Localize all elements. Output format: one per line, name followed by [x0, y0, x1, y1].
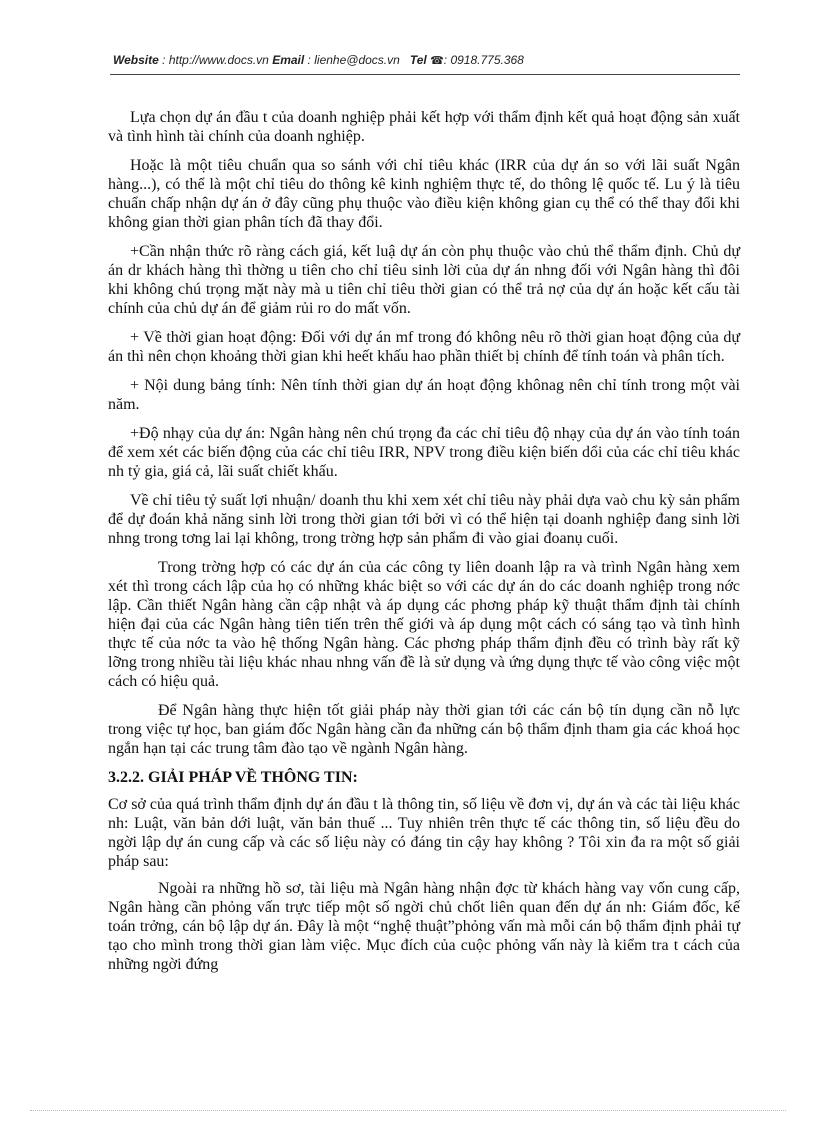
section-heading: 3.2.2. GIẢI PHÁP VỀ THÔNG TIN: [108, 769, 358, 786]
body-paragraph: + Nội dung bảng tính: Nên tính thời gian dự án hoạt động khônag nên chỉ tính trong một vài năm. [108, 377, 740, 413]
tel-number: : 0918.775.368 [443, 53, 524, 67]
tel-label: Tel [409, 53, 427, 67]
header-divider [110, 74, 740, 75]
body-paragraph: Hoặc là một tiêu chuẩn qua so sánh với chỉ tiêu khác (IRR của dự án so với lãi suất Ngân hàng...), có thể là một chỉ tiêu do thông kê kinh nghiệm thực tế, do thông lệ quốc tế. Lu ý là tiêu chuẩn chấp nhận dự án ở đây cũng phụ thuộc vào điều kiện không gian cụ thể có thể thay đổi khi không gian thời gian phân tích đã thay đổi. [108, 157, 740, 231]
phone-icon: ☎ [430, 55, 444, 67]
page-header [113, 53, 733, 67]
body-paragraph: Để Ngân hàng thực hiện tốt giải pháp này thời gian tới các cán bộ tín dụng cần nỗ lực trong việc tự học, ban giám đốc Ngân hàng cần đa những cán bộ thẩm định tham gia các khoá học ngắn hạn tại các trung tâm đào tạo về ngành Ngân hàng. [108, 702, 740, 757]
footer-divider [30, 1110, 786, 1111]
body-paragraph: Trong trờng hợp có các dự án của các công ty liên doanh lập ra và trình Ngân hàng xem xét thì trong cách lập của họ có những khác biệt so với các dự án do các doanh nghiệp trong nớc lập. Cần thiết Ngân hàng cần cập nhật và áp dụng các phơng pháp kỹ thuật thẩm định tài chính hiện đại của các Ngân hàng tiên tiến trên thế giới và áp dụng một cách có sáng tạo và tình hình thực tế của nớc ta vào hệ thống Ngân hàng. Các phơng pháp thẩm định đều có trình bày rất kỹ lỡng trong nhiều tài liệu khác nhau nhng vấn đề là sử dụng và ứng dụng thực tế vào công việc một cách có hiệu quả. [108, 559, 740, 690]
body-paragraph: +Độ nhạy của dự án: Ngân hàng nên chú trọng đa các chỉ tiêu độ nhạy của dự án vào tính toán để xem xét các biến động của các chỉ tiêu IRR, NPV trong điều kiện biến dổi của các chỉ tiêu khác nh tỷ gia, giá cả, lãi suất chiết khấu. [108, 425, 740, 480]
body-paragraph: Lựa chọn dự án đầu t của doanh nghiệp phải kết hợp với thẩm định kết quả hoạt động sản xuất và tình hình tài chính của doanh nghiệp. [108, 109, 740, 145]
body-paragraph: +Cần nhận thức rõ ràng cách giá, kết luậ dự án còn phụ thuộc vào chủ thể thẩm định. Chủ dự án dr khách hàng thì thờng u tiên cho chỉ tiêu sinh lời của dự án nhng đối với Ngân hàng thì đôi khi không chú trọng mặt này mà u tiên chỉ tiêu thời gian có thể trả nợ của dự án hoặc kết cấu tài chính của chủ dự án để giảm rủi ro do mất vốn. [108, 243, 740, 317]
email-label: Email [272, 53, 305, 67]
website-url[interactable]: http://www.docs.vn [168, 53, 269, 67]
document-body [108, 108, 740, 984]
website-separator: : [158, 53, 169, 67]
section-paragraph: Ngoài ra những hồ sơ, tài liệu mà Ngân hàng nhận đợc từ khách hàng vay vốn cung cấp, Ngân hàng cần phỏng vấn trực tiếp một số ngời chủ chốt liên quan đến dự án nh: Giám đốc, kế toán trởng, cán bộ lập dự án. Đây là một “nghệ thuật”phỏng vấn mà mỗi cán bộ thẩm định phải tự tạo cho mình trong thời gian làm việc. Mục đích của cuộc phỏng vấn này là kiểm tra t cách của những ngời đứng [108, 880, 740, 973]
body-paragraph: + Về thời gian hoạt động: Đối với dự án mf trong đó không nêu rõ thời gian hoạt động của dự án thì nên chọn khoảng thời gian khi heết khấu hao phần thiết bị chính để tính toán và phân tích. [108, 329, 740, 365]
body-paragraph: Về chỉ tiêu tỷ suất lợi nhuận/ doanh thu khi xem xét chỉ tiêu này phải dựa vaò chu kỳ sản phẩm để dự đoán khả năng sinh lời trong thời gian tới bởi vì có thể hiện tại doanh nghiệp đang sinh lời nhng trong tơng lai lại không, trong trờng hợp sản phẩm đi vào giai đoanụ cuối. [108, 492, 740, 547]
section-paragraph: Cơ sở của quá trình thẩm định dự án đầu t là thông tin, số liệu về đơn vị, dự án và các tài liệu khác nh: Luật, văn bản dới luật, văn bản thuế ... Tuy nhiên trên thực tế các thông tin, số liệu đều do ngời lập dự án cung cấp và các số liệu này có đáng tin cậy hay không ? Tôi xin đa ra một số giải pháp sau: [108, 796, 740, 870]
email-address[interactable]: lienhe@docs.vn [314, 53, 400, 67]
website-label: Website [113, 53, 159, 67]
email-separator: : [304, 53, 315, 67]
